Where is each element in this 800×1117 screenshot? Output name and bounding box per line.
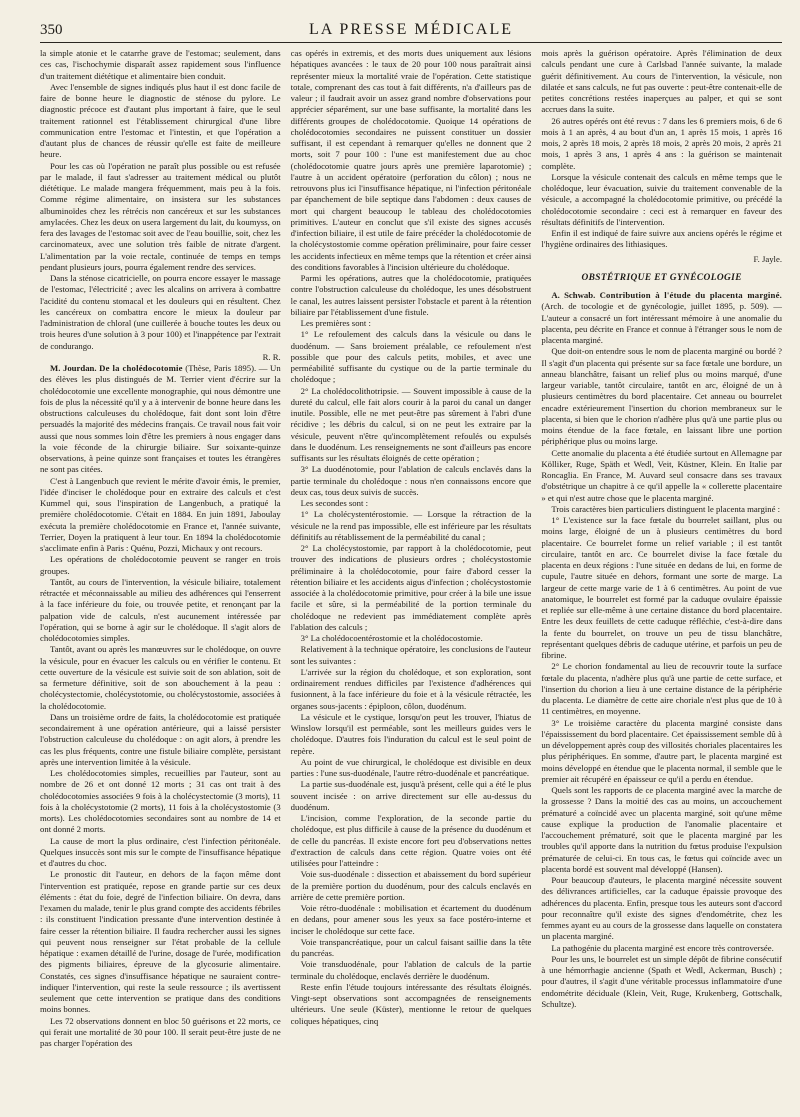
paragraph: Tantôt, avant ou après les manœuvres sur le cholédoque, on ouvre la vésicule, pour en évacuer les calculs ou en vérifier le contenu. Et cette ouverture de la vésicule est suivie soit de son ablation, soit de sa fermeture définitive, soit de son abouchement à la peau : cholécystectomie, cholécystotomie, ou cholécystostomie, associées à la cholédocotomie.	[40, 644, 281, 711]
paragraph: Pour les cas où l'opération ne paraît plus possible ou est refusée par le malade, il faut s'adresser au traitement médical ou plutôt diététique. Le malade mangera fréquemment, mais peu à la fois. Comme régime alimentaire, on insistera sur les substances albuminoïdes chez les rétrécis non cancéreux et sur les substances amylacées. Chez les deux on usera largement du lait, du koumyss, on fera des lavages de l'estomac soit avec de l'eau bouillie, soit, chez les carcinomateux, avec une solution très faible de nitrate d'argent. L'alimentation par la voie rectale, continuée de temps en temps pendant plusieurs jours, pourra également rendre des services.	[40, 160, 281, 272]
column-1	[40, 48, 281, 1105]
paragraph: Avec l'ensemble de signes indiqués plus haut il est donc facile de faire de bonne heure le diagnostic de sténose du pylore. Le diagnostic précoce est d'autant plus important à faire, que le seul traitement rationnel est l'établissement chirurgical d'une libre communication entre l'estomac et l'intestin, et que l'opération a d'autant plus de chances de réussir qu'elle est faite de meilleure heure.	[40, 81, 281, 160]
paragraph: La cause de mort la plus ordinaire, c'est l'infection péritonéale. Quelques insuccès sont mis sur le compte de l'insuffisance hépatique et d'autres du choc.	[40, 835, 281, 868]
article-intro	[40, 363, 281, 476]
paragraph: C'est à Langenbuch que revient le mérite d'avoir émis, le premier, l'idée d'inciser le cholédoque pour en extraire des calculs et c'est Kummel qui, sous l'inspiration de Langenbuch, a pratiqué la première cholédocotomie. C'était en 1884. En juin 1891, Jaboulay exécuta la première cholédocotomie en France et, l'année suivante, Terrier, Doyen la pratiquent à leur tour. En 1894 la cholédocotomie s'acclimate enfin à Paris : Quénu, Pozzi, Michaux y ont recours.	[40, 475, 281, 553]
paragraph: Voie transduodénale, pour l'ablation de calculs de la partie terminale du cholédoque, enclavés derrière le duodénum.	[290, 959, 532, 981]
column-2	[291, 48, 532, 1105]
paragraph: 3° Le troisième caractère du placenta marginé consiste dans l'épaississement du bord placentaire. Cet épaississement semble dû à un développement après coup des villosités choriales placentaires les plus périphériques. En somme, d'autre part, le placenta marginé est moins développé en étendue que le placenta normal, il semble que le premier ait récupéré en épaisseur ce qu'il a perdu en étendue.	[541, 717, 783, 784]
paragraph: 1° La cholécystentérostomie. — Lorsque la rétraction de la vésicule ne la rend pas impossible, elle est inférieure par les résultats définitifs au rétablissement de la perméabilité du canal ;	[290, 509, 532, 542]
paragraph: Les opérations de cholédocotomie peuvent se ranger en trois groupes.	[40, 554, 281, 576]
paragraph: Parmi les opérations, autres que la cholédocotomie, pratiquées contre l'obstruction calculeuse du cholédoque, les unes désobstruent le canal, les autres laissent persister l'obstacle et parent à la rétention biliaire par l'établissement d'une fistule.	[290, 273, 532, 317]
page-number: 350	[40, 22, 63, 38]
newspaper-page	[40, 20, 782, 1105]
paragraph: Cette anomalie du placenta a été étudiée surtout en Allemagne par Kölliker, Ruge, Späth et Wedl, Veit, Küstner, Klein. En Italie par Roncaglia. En France, M. Auvard seul consacre dans ses travaux d'obstétrique un chapitre à ce qu'il appelle la « collerette placentaire » et qui n'est autre chose que le placenta marginé.	[541, 447, 783, 503]
paragraph: Les secondes sont :	[300, 498, 368, 508]
paragraph: 2° Le chorion fondamental au lieu de recouvrir toute la surface fœtale du placenta, n'adhère plus qu'à une partie de cette surface, et l'insertion du chorion a lieu à une certaine distance de la périphérie du placenta. Le diamètre de cette aire choriale n'est plus que de 10 à 11 centimètres, en moyenne.	[541, 661, 783, 717]
paragraph: Relativement à la technique opératoire, les conclusions de l'auteur sont les suivantes :	[290, 644, 532, 666]
journal-title: LA PRESSE MÉDICALE	[308, 21, 513, 38]
paragraph: Au point de vue chirurgical, le cholédoque est divisible en deux parties : l'une sus-duodénale, l'autre rétro-duodénale et pancréatique.	[290, 756, 532, 778]
paragraph: Dans un troisième ordre de faits, la cholédocotomie est pratiquée secondairement à une opération antérieure, qui a laissé persister l'obstruction calculeuse du cholédoque : on agit alors, à prendre les cas les plus fréquents, contre une fistule biliaire complète, persistant après une intervention limitée à la vésicule.	[40, 711, 281, 767]
paragraph: Tantôt, au cours de l'intervention, la vésicule biliaire, totalement rétractée et méconnaissable au milieu des adhérences qui l'enserrent à la face inférieure du foie, ou trouvée petite, et renonçant par la palpation vide de calculs, n'est aucunement intéressée par l'opération, qui se borne à agir sur le cholédoque. Il s'agit alors de cholédocotomies simples.	[40, 576, 281, 643]
paragraph: Un des élèves les plus distingués de M. Terrier vient d'écrire sur la cholédocotomie une excellente monographie, qui nous démontre une fois de plus la nécessité qu'il y a à intervenir de bonne heure dans les obstructions calculeuses du cholédoque, fait dont sont loin d'être persuadés la majorité des médecins français. Ce travail nous fait voir aussi que nous sommes loin d'être les premiers à nous engager dans la voie féconde de la chirurgie biliaire. Sur soixante-quinze observations, à peine quinze sont françaises et toutes les étrangères ne sont pas citées.	[40, 363, 281, 475]
paragraph: la simple atonie et le catarrhe grave de l'estomac; seulement, dans ces cas, l'ischochymie disparaît assez rapidement sous l'influence d'un traitement diététique et alimentaire bien conduit.	[40, 48, 281, 81]
article-intro	[541, 290, 782, 346]
paragraph: Dans la sténose cicatricielle, on pourra encore essayer le massage de l'estomac, l'électricité ; avec les alcalins on arrivera à combattre l'acidité du contenu stomacal et les douleurs qui en résultent. Chez les cancéreux on combattra encore le mieux la douleur par l'administration de chloral (une cuillerée à bouche toutes les deux ou trois heures d'une solution à 3 pour 100) et l'inappétence par l'extrait de condurango.	[40, 273, 281, 351]
paragraph: La vésicule et le cystique, lorsqu'on peut les trouver, l'hiatus de Winslow lorsqu'il est perméable, sont les meilleurs guides vers le cholédoque. D'autres fois l'induration du calcul est le seul point de repère.	[290, 711, 532, 756]
paragraph: Pour les uns, le bourrelet est un simple dépôt de fibrine consécutif à une hémorrhagie ancienne (Spath et Wedl, Ackerman, Busch) ; pour d'autres, il s'agit d'une véritable processus inflammatoire d'une endométrite déciduale (Klein, Veit, Ruge, Krukenberg, Gottschalk, Schultze).	[541, 953, 783, 1009]
paragraph: Les cholédocotomies simples, recueillies par l'auteur, sont au nombre de 26 et ont donné 12 morts ; 31 cas ont trait à des cholédocotomies associées 9 fois à la cholécystectomie (3 morts), 11 fois à la cholécystotomie (2 morts), 11 fois à la cholécystostomie (3 morts). Les cholédocotomies secondaires sont au nombre de 14 et ont donné 2 morts.	[40, 768, 281, 835]
section-heading: OBSTÉTRIQUE ET GYNÉCOLOGIE	[581, 272, 742, 283]
paragraph: L'arrivée sur la région du cholédoque, et son exploration, sont ordinairement rendues difficiles par l'existence d'adhérences qui fusionnent, à la face inférieure du foie et à la vésicule rétractée, les organes sous-jacents : épiploon, côlon, duodénum.	[290, 666, 532, 711]
signature: F. Jayle.	[753, 253, 783, 264]
paragraph: Enfin il est indiqué de faire suivre aux anciens opérés le régime et l'hygiène ordinaires des lithiasiques.	[541, 228, 783, 250]
article-source: (Thèse, Paris 1895). —	[185, 363, 268, 373]
paragraph: Lorsque la vésicule contenait des calculs en même temps que le cholédoque, leur évacuation, suivie du traitement convenable de la vésicule, a accompagné la cholédocotomie primitive, ou précédé la cholédocotomie secondaire : ceci est à remarquer en faveur des résultats définitifs de l'intervention.	[541, 171, 783, 227]
text-columns	[40, 48, 782, 1105]
paragraph: Les premières sont :	[300, 318, 371, 328]
article-title: De la cholédocotomie	[99, 363, 183, 373]
paragraph: Trois caractères bien particuliers distinguent le placenta marginé :	[551, 503, 781, 514]
paragraph: 2° La cholécystostomie, par rapport à la cholédocotomie, peut trouver des indications de plusieurs ordres ; cholécystostomie préliminaire à la cholédocotomie, pour faire d'abord cesser la rétention biliaire et les accidents aigus d'infection ; cholécystostomie associée à la cholédocotomie primitive, pour créer à la bile une issue facile et sûre, si la perméabilité de la portion terminale du cholédoque ne redevient pas immédiatement complète après l'ablation des calculs ;	[290, 543, 532, 632]
paragraph: 26 autres opérés ont été revus : 7 dans les 6 premiers mois, 6 de 6 mois à 1 an après, 4 au bout d'un an, 1 après 15 mois, 1 après 16 mois, 2 après 18 mois, 2 après 18 mois, 2 après 20 mois, 2 après 21 mois, 1 après 3 ans, 1 après 4 ans : la guérison se maintenait complète.	[541, 115, 783, 171]
paragraph: L'auteur a consacré un fort intéressant mémoire à une anomalie du placenta, peu décrite en France et connue à l'étranger sous le nom de placenta marginé.	[541, 312, 783, 345]
paragraph: Pour beaucoup d'auteurs, le placenta marginé nécessite souvent des délivrances artificielles, car la caduque épaissie provoque des adhérences du placenta. Enfin, presque tous les auteurs sont d'accord pour reconnaître qu'il existe des signes d'endométrite, chez les femmes ayant eu au cours de la grossesse dans laquelle on constatera un placenta marginé.	[541, 875, 783, 942]
paragraph: La partie sus-duodénale est, jusqu'à présent, celle qui a été le plus souvent incisée : on arrive directement sur elle au-dessus du duodénum.	[290, 779, 532, 812]
article-title: Contribution à l'étude du placenta marginé.	[599, 290, 783, 300]
paragraph: Les 72 observations donnent en bloc 50 guérisons et 22 morts, ce qui ferait une mortalité de 30 pour 100. Il serait peut-être juste de ne pas charger l'opération des	[40, 1015, 281, 1048]
paragraph: Voie transpancréatique, pour un calcul faisant saillie dans la tête du pancréas.	[290, 936, 532, 958]
paragraph: mois après la guérison opératoire. Après l'élimination de deux calculs pendant une cure à Carlsbad l'année suivante, la malade guérit définitivement. Au cours de l'intervention, la vésicule, non dilatée et sans calculs, ne fut pas ouverte : peut-être contenait-elle de petites concrétions restées inaperçues au palper, et qui se sont accrues dans la suite.	[541, 48, 783, 115]
column-3	[541, 48, 782, 1105]
paragraph: 2° La cholédocolithotripsie. — Souvent impossible à cause de la dureté du calcul, elle fait alors courir à la paroi du canal un danger inutile. Possible, elle ne met peut-être pas sûrement à l'abri d'une récidive ; les débris du calcul, si on ne peut les extraire par la vésicule, peuvent n'être qu'incomplètement refoulés ou expulsés dans le duodénum. Les renseignements ne sont d'ailleurs pas encore suffisants sur les résultats éloignés de cette opération ;	[290, 385, 532, 463]
article-author: M. Jourdan.	[50, 363, 97, 373]
paragraph: 1° Le refoulement des calculs dans la vésicule ou dans le duodénum. — Sans broiement préalable, ce refoulement n'est possible que pour des calculs petits, mobiles, et avec une perméabilité suffisante du cystique ou de la partie terminale du cholédoque ;	[290, 329, 532, 385]
paragraph: cas opérés in extremis, et des morts dues uniquement aux lésions hépatiques avancées : le taux de 20 pour 100 nous paraîtrait ainsi représenter mieux la mortalité vraie de l'opération. Cette statistique totale, comprenant des cas tout à fait différents, n'a d'ailleurs pas de valeur ; il faudrait avoir un assez grand nombre d'observations pour apprécier séparément, sur une base suffisante, la mortalité dans les différents groupes de cholédocotomie. Quoique 14 opérations de cholédocotomies secondaires ne puissent constituer un dossier suffisant, il est cependant à remarquer qu'elles ne donnent que 2 morts, soit 7 pour 100 : l'une est manifestement due au choc (cholédocotomie quatre jours après une première laparotomie) ; l'autre à un accident opératoire (perforation du côlon) ; nous ne retrouvons plus ici l'insuffisance hépatique, ni l'infection péritonéale par épanchement de bile septique dans l'abdomen : deux causes de mort qui chargent beaucoup le tableau des cholédocotomies primitives. L'auteur en conclut que s'il existe des signes accusés d'infection biliaire, il est utile de faire précéder la cholédocotomie de la cholécystostomie comme opération préliminaire, pour faire cesser les accidents infectieux en même temps que la rétention et créer ainsi des conditions favorables à l'incision ultérieure du cholédoque.	[290, 48, 532, 272]
paragraph: La pathogénie du placenta marginé est encore très controversée.	[551, 942, 774, 953]
signature: R. R.	[262, 351, 281, 362]
running-head	[40, 20, 782, 43]
paragraph: Que doit-on entendre sous le nom de placenta marginé ou bordé ? Il s'agit d'un placenta qui présente sur sa face fœtale une bordure, un anneau blanchâtre, faisant un relief plus ou moins marqué, d'une largeur variable, tantôt circulaire, tantôt en arc, éloigné de un à plusieurs centimètres du bord placentaire. Cet anneau ou bourrelet encadre extérieurement l'insertion du chorion membraneux sur le placenta, si bien que le chorion n'adhère plus qu'à une partie plus ou moins étendue de la face fœtale, en laissant libre une portion périphérique plus ou moins large.	[541, 346, 783, 447]
paragraph: L'incision, comme l'exploration, de la seconde partie du cholédoque, est plus difficile à cause de la présence du duodénum et de celle du pancréas. Il existe encore fort peu d'observations nettes d'extraction de calculs dans cette région. Quatre voies ont été utilisées pour l'atteindre :	[290, 813, 532, 868]
paragraph: Voie rétro-duodénale : mobilisation et écartement du duodénum en dedans, pour amener sous les yeux sa face postéro-interne et inciser le cholédoque sur cette face.	[290, 903, 532, 936]
paragraph: 1° L'existence sur la face fœtale du bourrelet saillant, plus ou moins large, éloigné de un à plusieurs centimètres du bord placentaire. Ce bourrelet forme un relief variable ; il est tantôt circulaire, tantôt en arc. Ce bourrelet divise la face fœtale du placenta en deux régions : l'une située en dedans de lui, en forme de cupule, l'autre située en dehors, formant une sorte de marge. La largeur de cette marge varie de 1 à 6 centimètres. Au point de vue anatomique, le bourrelet est formé par la caduque ovulaire épaissie et repliée sur elle-même à une certaine distance du bord placentaire. Entre les deux feuillets de cette caduque réfléchie, c'est-à-dire dans la fente du bourrelet, on trouve un peu de tissu blanchâtre, représentant quelques débris de caduque utérine, et parfois un peu de fibrine.	[541, 515, 783, 660]
paragraph: Le pronostic dit l'auteur, en dehors de la façon même dont l'intervention est pratiquée, repose en grande partie sur ces deux éléments : état du foie, degré de l'infection biliaire. On devra, dans l'examen du malade, tenir le plus grand compte des accidents fébriles : ils constituent l'indication pressante d'une intervention destinée à faire cesser la rétention biliaire. Il faudra rechercher aussi les signes qui peuvent nous renseigner sur l'état probable de la cellule hépatique : examen détaillé de l'urine, dosage de l'urée, modification des pigments biliaires, épreuve de la glycosurie alimentaire. Constatés, ces signes d'insuffisance hépatique ne sauraient contre-indiquer l'intervention, qui reste la seule ressource ; ils avertissent seulement que cette intervention se pratique dans des conditions moins bonnes.	[40, 869, 281, 1015]
paragraph: Quels sont les rapports de ce placenta marginé avec la marche de la grossesse ? Dans la moitié des cas au moins, un accouchement prématuré a coïncidé avec un placenta marginé, soit qu'une même cause explique la production de l'anomalie placentaire et l'accouchement prématuré, soit que le placenta marginé par les troubles qu'il apporte dans la nutrition du fœtus produise l'expulsion prématurée de celui-ci. En tous cas, le fœtus qui coïncide avec un placenta bordé est souvent mal développé (Hansen).	[541, 785, 783, 874]
article-source: (Arch. de tocologie et de gynécologie, juillet 1895, p. 509). —	[541, 301, 783, 312]
paragraph: Reste enfin l'étude toujours intéressante des résultats éloignés. Vingt-sept observations sont accompagnées de renseignements ultérieurs. Une seule (Küster), mentionne le retour de quelques coliques hépatiques, cinq	[290, 981, 532, 1026]
paragraph: 3° La duodénotomie, pour l'ablation de calculs enclavés dans la partie terminale du cholédoque : nous n'en connaissons encore que deux cas, tous deux suivis de succès.	[290, 464, 532, 497]
paragraph: Voie sus-duodénale : dissection et abaissement du bord supérieur de la première portion du duodénum, pour des calculs enclavés en arrière de cette première portion.	[290, 869, 532, 902]
paragraph: 3° La cholédocoentérostomie et la cholédocostomie.	[300, 633, 483, 643]
article-author: A. Schwab.	[551, 290, 596, 300]
